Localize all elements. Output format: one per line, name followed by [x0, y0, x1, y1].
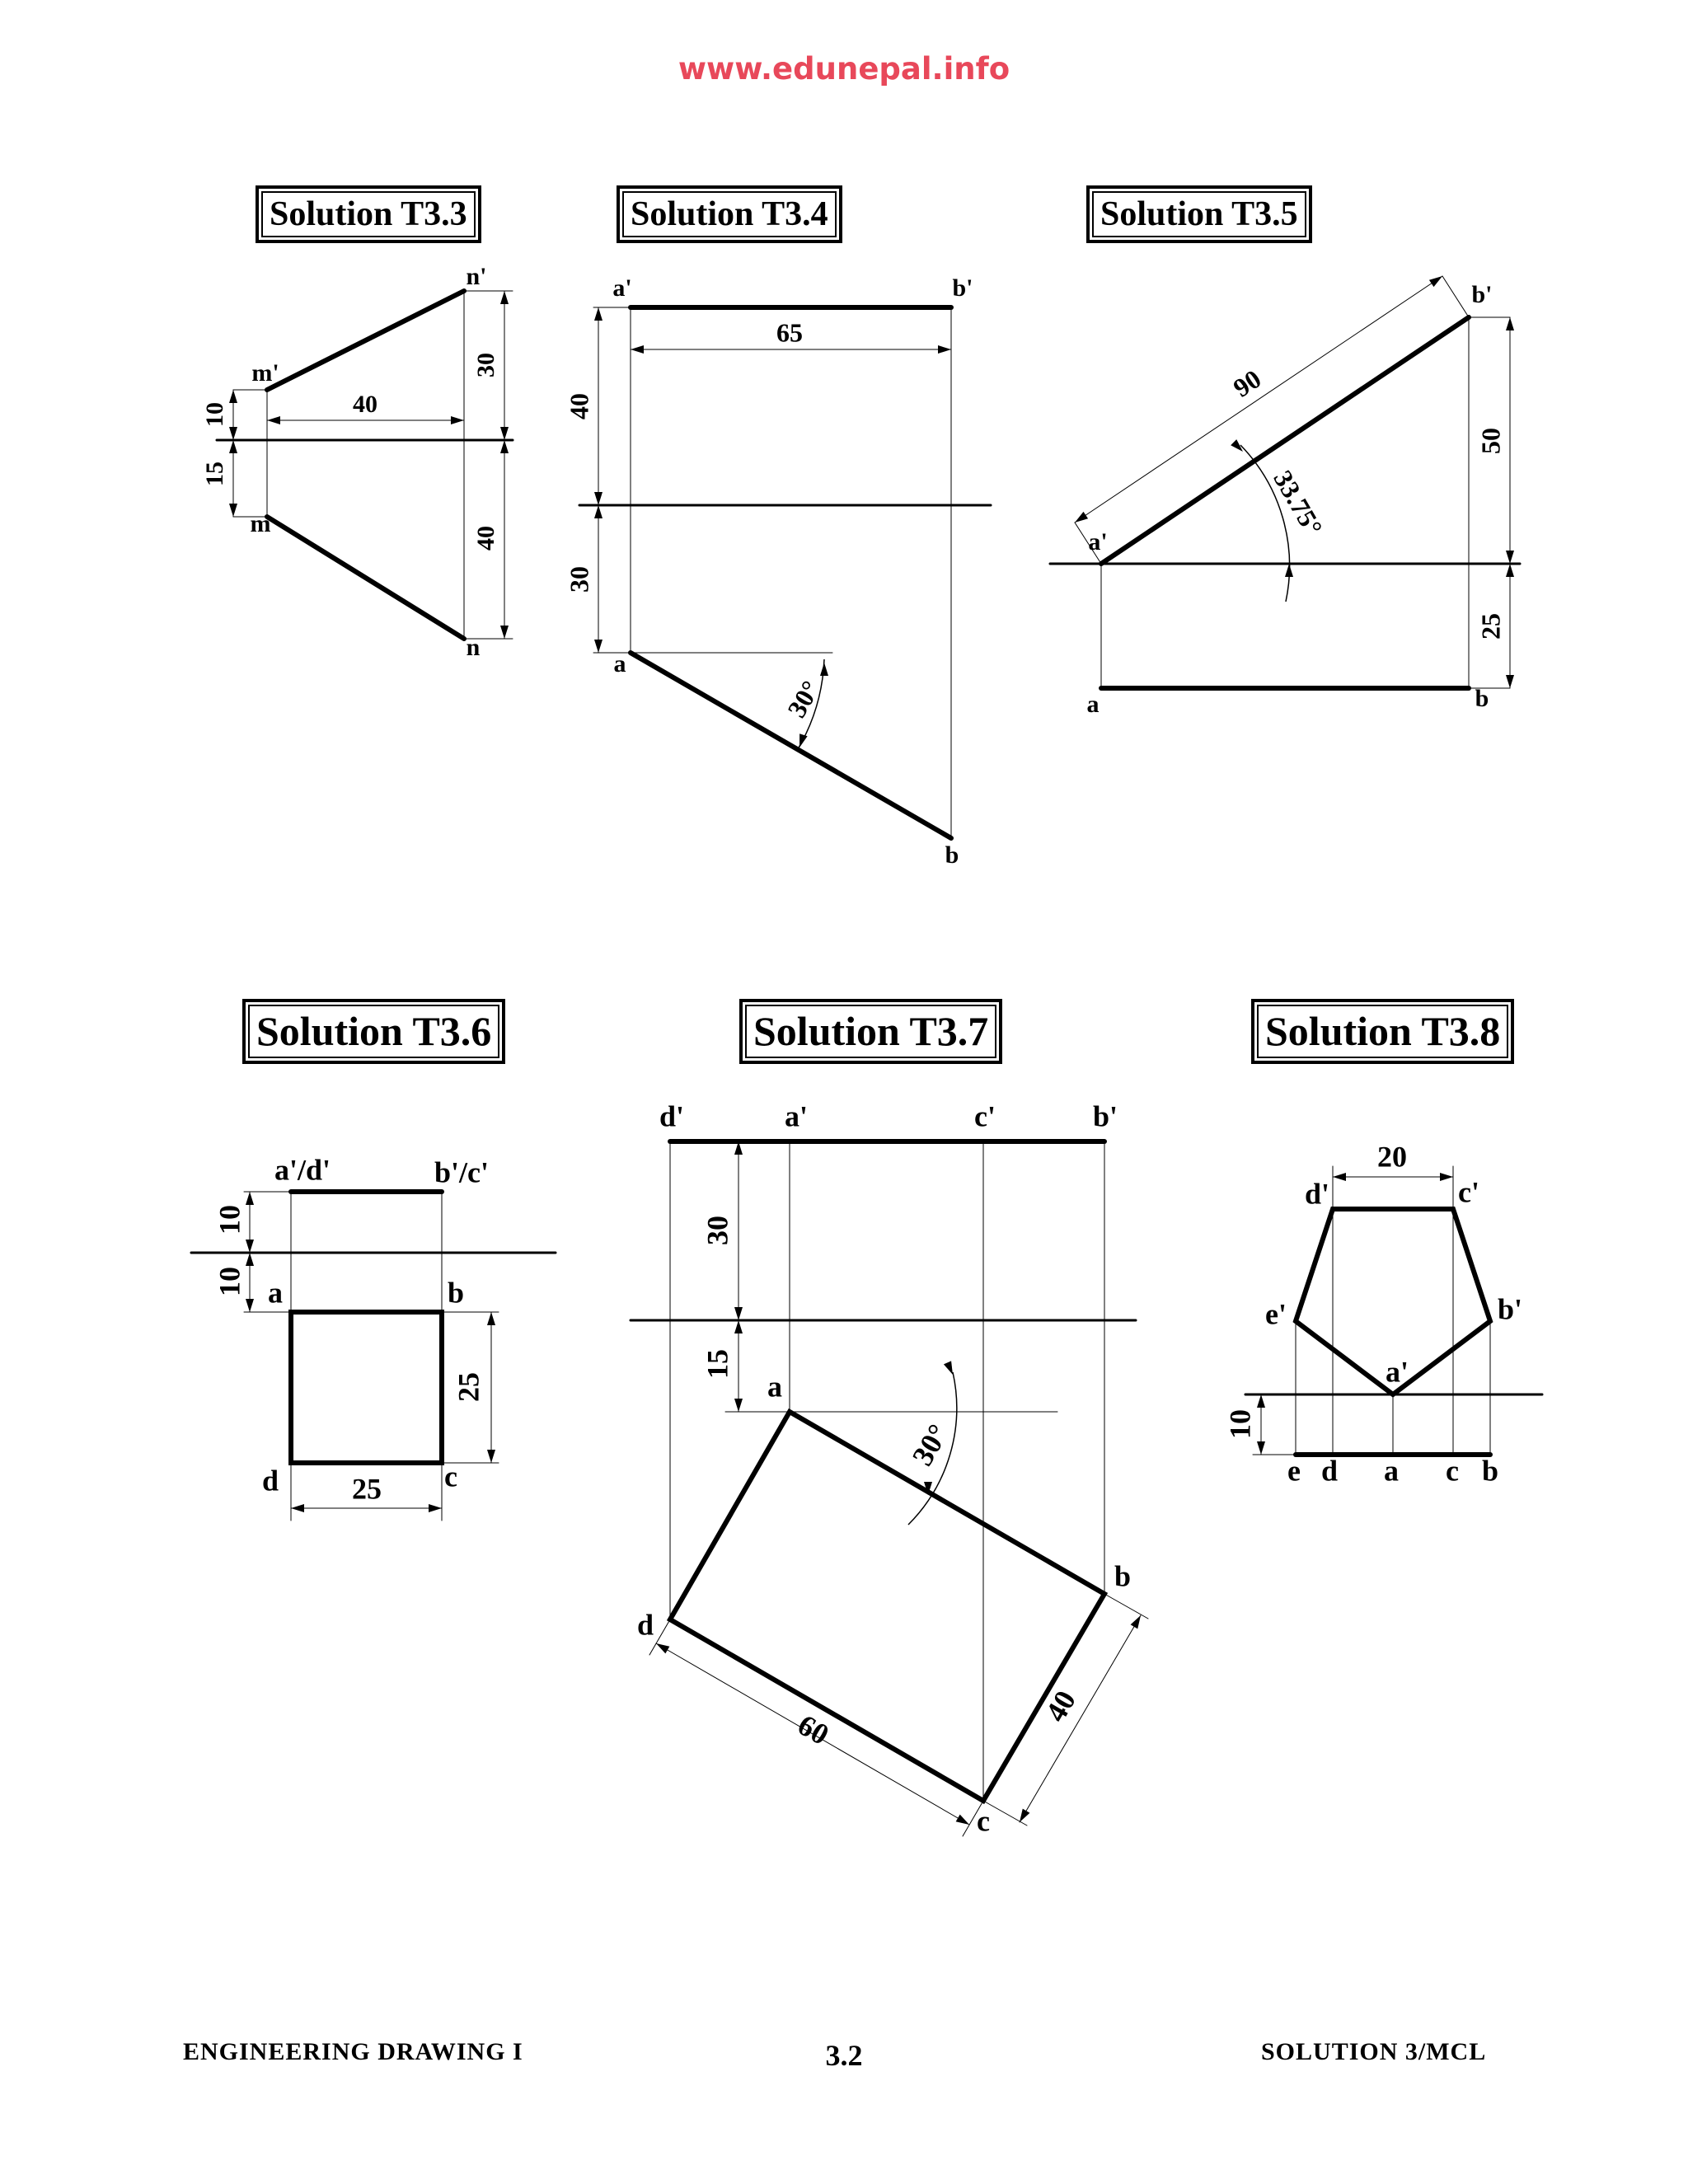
- t34-label-a: a: [613, 649, 626, 677]
- title-solution-t3-6: Solution T3.6: [242, 999, 505, 1064]
- t38-label-c-prime: c': [1458, 1175, 1479, 1209]
- t35-dim-90: [1075, 276, 1442, 523]
- t33-dim-15-text: 15: [200, 462, 228, 486]
- t33-label-m: m: [250, 509, 271, 537]
- t37-dim-60-arrow-end: [956, 1815, 969, 1825]
- t33-label-n-prime: n': [466, 262, 487, 290]
- t36-dim-25-vertical-arrow-start: [487, 1312, 495, 1325]
- t38-label-c: c: [1446, 1454, 1459, 1488]
- t35-dim-90-arrow-end: [1429, 276, 1442, 287]
- t34-dim-30-text: 30: [564, 566, 594, 593]
- t33-dim-10-arrow-end: [229, 427, 237, 440]
- footer-course-title: ENGINEERING DRAWING I: [183, 2038, 523, 2065]
- t35-dim-25-arrow-start: [1506, 564, 1514, 577]
- t34-angle-arrow-1: [820, 663, 828, 676]
- t38-label-e-prime: e': [1265, 1297, 1287, 1331]
- t36-dim-10-top-text: 10: [213, 1267, 246, 1296]
- t36-label-b: b: [447, 1276, 465, 1310]
- t36-label-a: a: [268, 1276, 283, 1310]
- t35-angle-arc: [1240, 445, 1290, 602]
- t37-dim-40-arrow-end: [1020, 1809, 1029, 1822]
- t34-dim-65-arrow-start: [631, 345, 644, 354]
- t35-dim-50-text: 50: [1475, 428, 1506, 454]
- t36-top-square: [291, 1312, 442, 1463]
- t36-label-c: c: [444, 1460, 457, 1493]
- t35-dim-25-arrow-end: [1506, 675, 1514, 688]
- t35-dim-angle-text: 33.75°: [1268, 465, 1329, 541]
- t34-dim-40-arrow-start: [594, 307, 603, 321]
- t34-dim-30-arrow-start: [594, 505, 603, 518]
- t38-dim-10-text: 10: [1223, 1409, 1257, 1439]
- t37-dim-15-arrow-start: [734, 1320, 743, 1333]
- t34-angle-arrow-2: [799, 733, 808, 748]
- t37-label-c: c: [977, 1804, 990, 1838]
- t38-dim-20-arrow-end: [1440, 1173, 1453, 1181]
- t34-dim-angle-text: 30°: [781, 675, 826, 723]
- t37-angle-arrow-1: [944, 1361, 953, 1375]
- t33-dim-30-arrow-start: [500, 291, 509, 304]
- t34-label-a-prime: a': [612, 274, 632, 302]
- t33-dim-10-text: 10: [200, 402, 228, 427]
- t36-dim-10-top-arrow-start: [246, 1253, 254, 1266]
- t37-dim-30-text: 30: [701, 1216, 734, 1245]
- t33-label-m-prime: m': [251, 359, 279, 387]
- t33-dim-40-top-arrow-end: [500, 626, 509, 639]
- t38-dim-20-arrow-start: [1333, 1173, 1346, 1181]
- t36-dim-10-front-text: 10: [213, 1205, 246, 1235]
- title-solution-t3-8: Solution T3.8: [1251, 999, 1514, 1064]
- t33-top-line: [267, 517, 464, 639]
- t37-ext-40-b: [1104, 1594, 1148, 1619]
- t35-label-a-prime: a': [1088, 527, 1108, 555]
- t34-label-b-prime: b': [952, 274, 973, 302]
- t34-dim-65-text: 65: [776, 317, 803, 348]
- title-solution-t3-3: Solution T3.3: [256, 185, 481, 243]
- title-solution-t3-7: Solution T3.7: [739, 999, 1002, 1064]
- t34-dim-40-text: 40: [564, 393, 594, 419]
- t37-dim-60-arrow-start: [656, 1643, 669, 1653]
- t35-label-a: a: [1086, 690, 1100, 718]
- t37-label-a: a: [767, 1370, 782, 1404]
- t33-dim-30-arrow-end: [500, 427, 509, 440]
- t37-dim-40-arrow-start: [1131, 1615, 1141, 1629]
- t37-dim-40: [1020, 1615, 1141, 1822]
- t37-label-d: d: [636, 1608, 654, 1642]
- t35-dim-50-arrow-end: [1506, 551, 1514, 564]
- t34-dim-30-arrow-end: [594, 640, 603, 653]
- t38-label-d: d: [1320, 1454, 1339, 1488]
- t33-dim-40-top-arrow-start: [500, 440, 509, 453]
- t34-top-line: [631, 653, 951, 838]
- t35-dim-25-text: 25: [1475, 613, 1506, 640]
- t36-dim-25-horizontal-text: 25: [352, 1472, 382, 1506]
- title-solution-t3-5: Solution T3.5: [1086, 185, 1312, 243]
- t36-label-bc-prime: b'/c': [434, 1155, 490, 1189]
- t37-top-rectangle: [670, 1412, 1104, 1801]
- t38-dim-10-arrow-end: [1257, 1441, 1265, 1455]
- t37-dim-angle-text: 30°: [905, 1418, 955, 1471]
- t36-dim-25-horizontal-arrow-end: [429, 1504, 442, 1512]
- title-solution-t3-4: Solution T3.4: [617, 185, 842, 243]
- t37-label-b-prime: b': [1092, 1099, 1118, 1133]
- t36-dim-25-horizontal-arrow-start: [291, 1504, 304, 1512]
- t37-label-a-prime: a': [784, 1099, 809, 1133]
- t38-label-e: e: [1287, 1454, 1301, 1488]
- t37-dim-15-text: 15: [701, 1349, 734, 1379]
- t35-angle-arrow-2: [1285, 564, 1293, 577]
- t36-dim-10-front-arrow-start: [246, 1192, 254, 1205]
- t36-dim-10-top-arrow-end: [246, 1299, 254, 1312]
- t37-label-d-prime: d': [659, 1099, 685, 1133]
- t37-dim-60-text: 60: [792, 1708, 835, 1752]
- t35-dim-90-arrow-start: [1075, 512, 1088, 523]
- t33-dim-40-arrow-start: [267, 416, 280, 424]
- site-url: www.edunepal.info: [678, 51, 1010, 87]
- t37-label-b: b: [1114, 1559, 1132, 1593]
- t35-label-b-prime: b': [1471, 280, 1493, 308]
- t33-dim-15-arrow-start: [229, 440, 237, 453]
- t38-label-a-prime: a': [1385, 1355, 1409, 1389]
- t37-label-c-prime: c': [974, 1099, 996, 1133]
- t36-label-d: d: [261, 1464, 279, 1497]
- t33-dim-30-text: 30: [471, 353, 499, 377]
- t38-label-b: b: [1481, 1454, 1499, 1488]
- footer-page-number: 3.2: [825, 2039, 863, 2072]
- t35-label-b: b: [1475, 684, 1489, 712]
- t38-label-a: a: [1384, 1454, 1399, 1488]
- t33-dim-10-arrow-start: [229, 390, 237, 403]
- t33-dim-15-arrow-end: [229, 504, 237, 517]
- t38-label-d-prime: d': [1304, 1177, 1330, 1211]
- t37-dim-15-arrow-end: [734, 1399, 743, 1412]
- t36-label-ad-prime: a'/d': [274, 1153, 331, 1187]
- t38-label-b-prime: b': [1497, 1292, 1523, 1326]
- t36-dim-25-vertical-arrow-end: [487, 1450, 495, 1463]
- t37-dim-30-arrow-end: [734, 1307, 743, 1320]
- footer-solution-ref: SOLUTION 3/MCL: [1261, 2038, 1487, 2065]
- t34-dim-65-arrow-end: [938, 345, 951, 354]
- t34-label-b: b: [945, 841, 959, 869]
- t33-dim-40-text: 40: [353, 390, 377, 418]
- t38-dim-20-text: 20: [1377, 1140, 1407, 1174]
- t35-ext-90-b: [1442, 276, 1469, 317]
- t34-dim-40-arrow-end: [594, 492, 603, 505]
- t33-label-n: n: [466, 633, 481, 661]
- t36-dim-25-vertical-text: 25: [452, 1372, 485, 1402]
- t35-dim-90-text: 90: [1227, 363, 1267, 403]
- t33-front-line: [267, 291, 464, 390]
- t33-dim-40-top-text: 40: [471, 526, 499, 551]
- t38-dim-10-arrow-start: [1257, 1394, 1265, 1408]
- t33-dim-40-arrow-end: [451, 416, 464, 424]
- t36-dim-10-front-arrow-end: [246, 1240, 254, 1253]
- t37-dim-40-text: 40: [1039, 1685, 1083, 1727]
- t35-dim-50-arrow-start: [1506, 317, 1514, 330]
